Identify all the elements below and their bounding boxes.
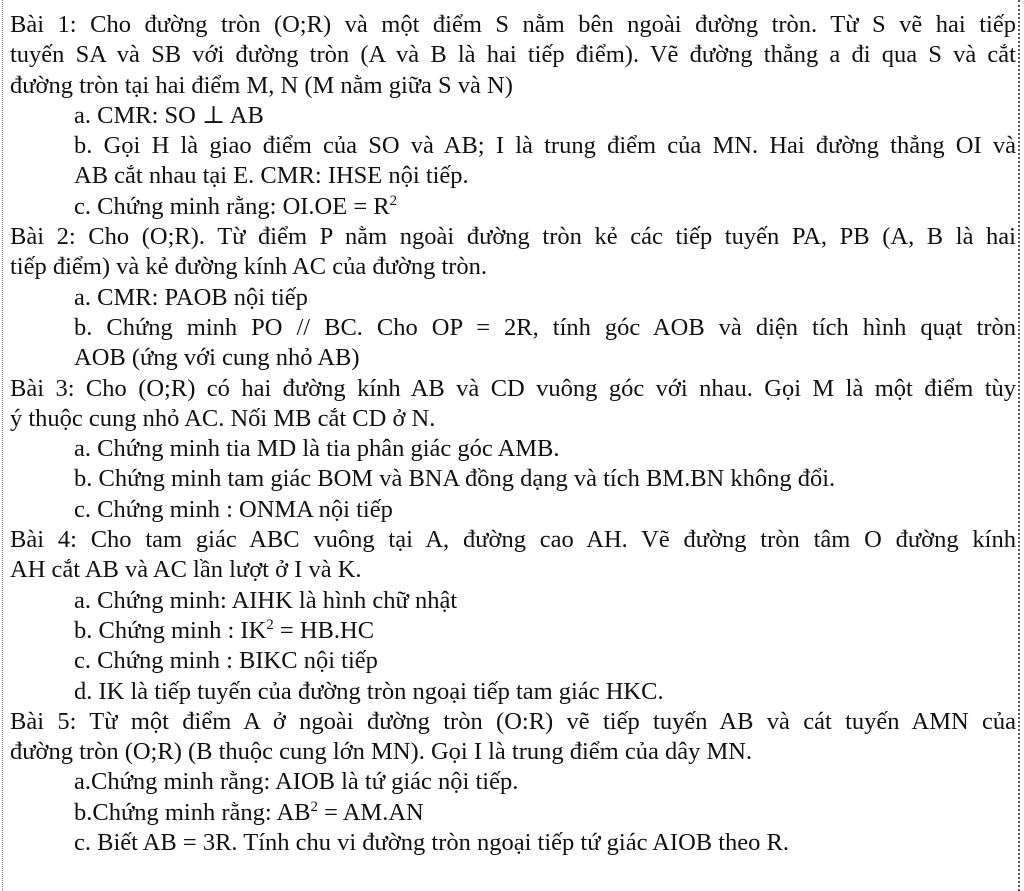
text-line-23: d. IK là tiếp tuyến của đường tròn ngoại tiếp tam giác HKC. <box>74 677 664 705</box>
text-line-8: Bài 2: Cho (O;R). Từ điểm P nằm ngoài đường tròn kẻ các tiếp tuyến PA, PB (A, B là hai <box>10 223 1016 251</box>
text-line-17: c. Chứng minh : ONMA nội tiếp <box>74 495 393 523</box>
text-line-22: c. Chứng minh : BIKC nội tiếp <box>74 647 378 675</box>
text-line-9: tiếp điểm) và kẻ đường kính AC của đường tròn. <box>10 253 488 281</box>
text-line-27: b.Chứng minh rằng: $AB^2 = AM.AN$ <box>74 798 424 826</box>
text-line-16: b. Chứng minh tam giác BOM và BNA đồng dạng và tích BM.BN không đổi. <box>74 465 836 493</box>
text-line-5: b. Gọi H là giao điểm của SO và AB; I là trung điểm của MN. Hai đường thẳng OI và <box>74 132 1016 160</box>
superscript: 2 <box>266 616 274 633</box>
text-line-28: c. Biết AB = 3R. Tính chu vi đường tròn ngoại tiếp tứ giác AIOB theo R. <box>74 829 789 857</box>
text-line-11: b. Chứng minh PO // BC. Cho OP = 2R, tính góc AOB và diện tích hình quạt tròn <box>74 313 1016 341</box>
document-body <box>0 10 1024 858</box>
text-line-6: AB cắt nhau tại E. CMR: IHSE nội tiếp. <box>74 162 469 190</box>
text-line-4: a. CMR: SO ⊥ AB <box>74 101 264 129</box>
text-line-14: ý thuộc cung nhỏ AC. Nối MB cắt CD ở N. <box>10 404 436 432</box>
text-line-20: a. Chứng minh: AIHK là hình chữ nhật <box>74 586 458 614</box>
text-line-15: a. Chứng minh tia MD là tia phân giác góc AMB. <box>74 435 560 463</box>
text-line-10: a. CMR: PAOB nội tiếp <box>74 283 308 311</box>
text-line-7: c. Chứng minh rằng: $OI.OE = R^2$ <box>74 192 398 220</box>
superscript: 2 <box>310 798 319 815</box>
text-line-12: AOB (ứng với cung nhỏ AB) <box>74 344 360 372</box>
text-line-13: Bài 3: Cho (O;R) có hai đường kính AB và CD vuông góc với nhau. Gọi M là một điểm tùy <box>10 374 1016 402</box>
text-line-1: Bài 1: Cho đường tròn (O;R) và một điểm S nằm bên ngoài đường tròn. Từ S vẽ hai tiếp <box>10 11 1016 38</box>
text-line-19: AH cắt AB và AC lần lượt ở I và K. <box>10 556 362 584</box>
text-line-26: a.Chứng minh rằng: AIOB là tứ giác nội tiếp. <box>74 768 519 796</box>
text-line-21: b. Chứng minh : $IK^2 = HB.HC$ <box>74 616 375 644</box>
text-line-25: đường tròn (O;R) (B thuộc cung lớn MN). Gọi I là trung điểm của dây MN. <box>10 738 753 766</box>
text-line-18: Bài 4: Cho tam giác ABC vuông tại A, đường cao AH. Vẽ đường tròn tâm O đường kính <box>10 526 1016 554</box>
text-line-3: đường tròn tại hai điểm M, N (M nằm giữa S và N) <box>10 71 513 99</box>
text-line-24: Bài 5: Từ một điểm A ở ngoài đường tròn (O:R) vẽ tiếp tuyến AB và cát tuyến AMN của <box>10 707 1016 735</box>
superscript: 2 <box>389 192 398 209</box>
text-line-2: tuyến SA và SB với đường tròn (A và B là hai tiếp điểm). Vẽ đường thẳng a đi qua S và cắt <box>10 41 1016 69</box>
